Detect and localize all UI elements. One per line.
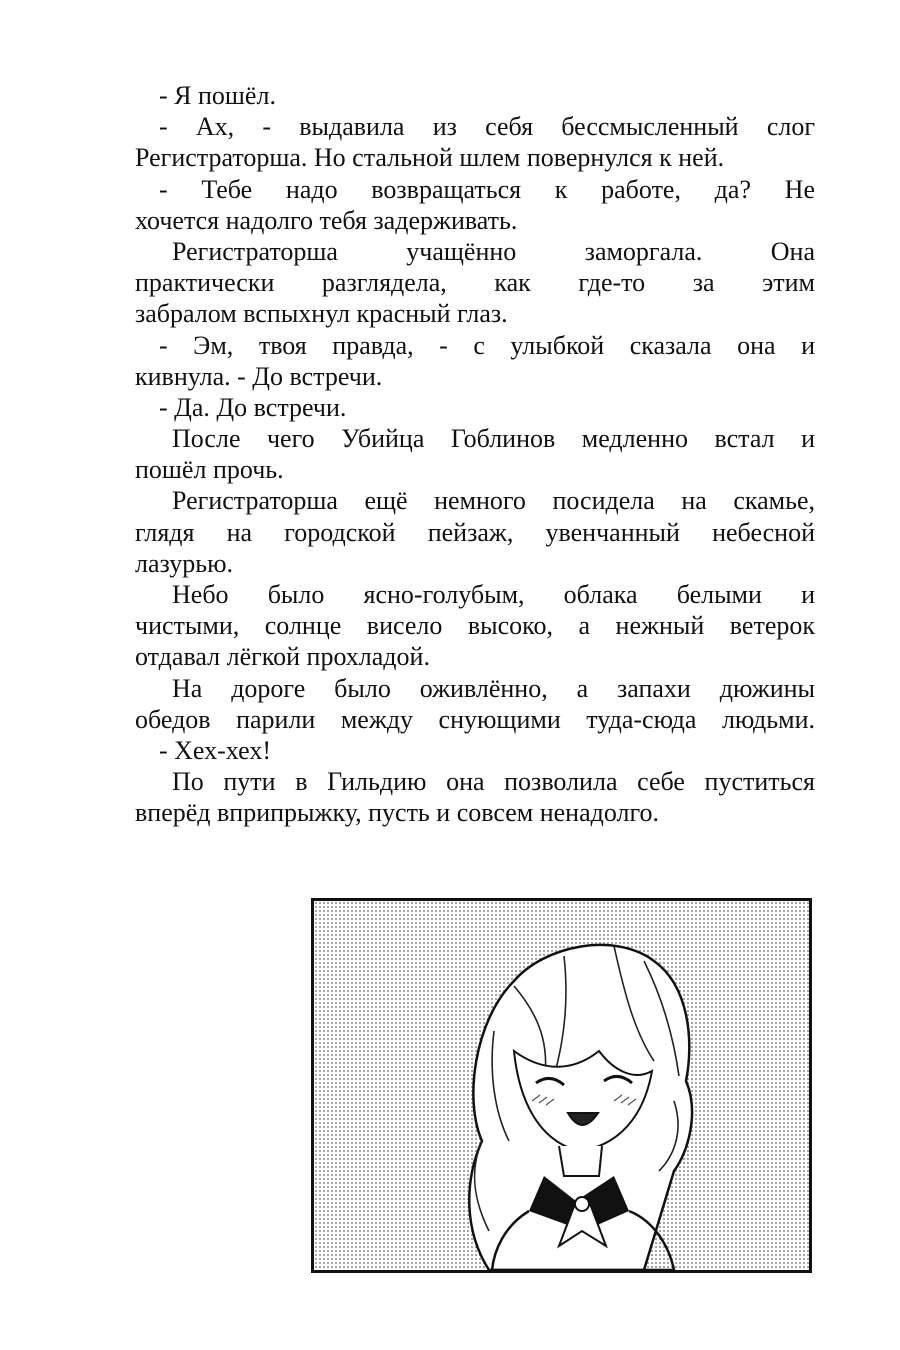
text-line: отдавал лёгкой прохладой.: [135, 642, 430, 672]
text-line: После чего Убийца Гоблинов медленно встал и: [172, 424, 815, 454]
page-text: [135, 80, 815, 829]
text-line: практически разглядела, как где-то за этим: [135, 268, 815, 298]
text-line: пошёл прочь.: [135, 455, 284, 485]
text-line: - Эм, твоя правда, - с улыбкой сказала она и: [159, 330, 815, 360]
text-line: - Ах, - выдавила из себя бессмысленный слог: [159, 112, 815, 142]
text-line: обедов парили между снующими туда-сюда людьми.: [135, 704, 815, 734]
text-line: - Тебе надо возвращаться к работе, да? Не: [159, 174, 815, 204]
illustration-drawing: [314, 901, 809, 1270]
text-line: кивнула. - До встречи.: [135, 361, 383, 391]
text-line: Небо было ясно-голубым, облака белыми и: [172, 580, 815, 609]
neck: [559, 1146, 602, 1176]
text-line: - Я пошёл.: [159, 81, 276, 110]
text-line: вперёд вприпрыжку, пусть и совсем ненадолго.: [135, 798, 659, 828]
text-line: лазурью.: [135, 548, 234, 578]
text-line: - Да. До встречи.: [159, 392, 347, 422]
text-line: хочется надолго тебя задерживать.: [135, 205, 518, 235]
manga-illustration: [311, 898, 812, 1273]
text-line: Регистраторша ещё немного посидела на скамье,: [172, 486, 815, 516]
brooch: [575, 1197, 589, 1211]
text-line: Регистраторша. Но стальной шлем повернулся к ней.: [135, 143, 725, 173]
text-line: глядя на городской пейзаж, увенчанный небесной: [135, 517, 815, 547]
text-line: забралом вспыхнул красный глаз.: [135, 299, 508, 329]
text-line: На дороге было оживлённо, а запахи дюжины: [172, 673, 815, 703]
text-line: - Хех-хех!: [159, 735, 271, 765]
text-line: Регистраторша учащённо заморгала. Она: [172, 236, 815, 266]
text-line: чистыми, солнце висело высоко, а нежный ветерок: [135, 611, 815, 641]
text-line: По пути в Гильдию она позволила себе пуститься: [172, 767, 815, 797]
